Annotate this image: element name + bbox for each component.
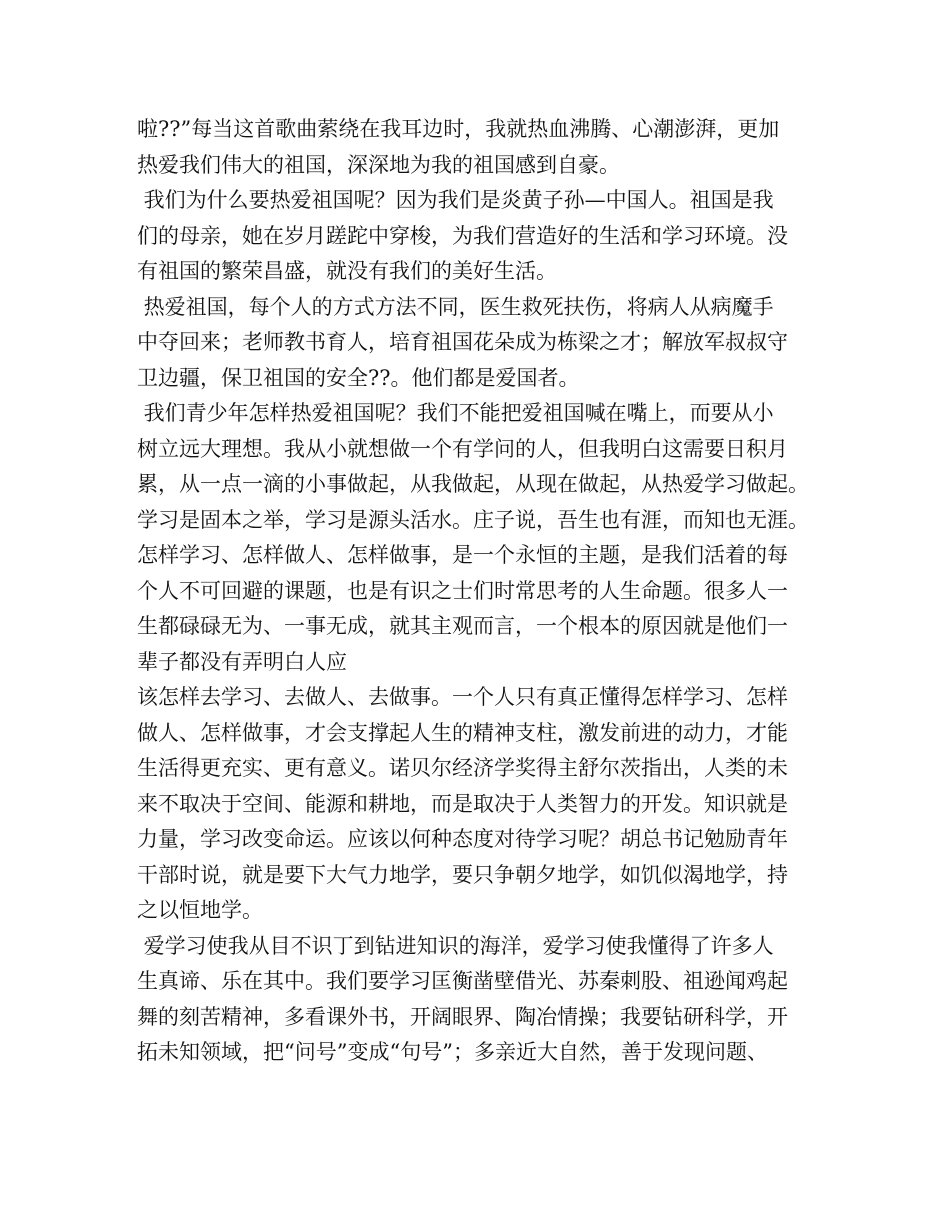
text-line: 之以恒地学。 — [137, 898, 263, 922]
text-line: 怎样学习、怎样做人、怎样做事，是一个永恒的主题，是我们活着的每 — [137, 543, 788, 567]
text-line: 我们青少年怎样热爱祖国呢？我们不能把爱祖国喊在嘴上，而要从小 — [137, 401, 774, 425]
essay-body — [137, 112, 827, 1071]
text-line: 生活得更充实、更有意义。诺贝尔经济学奖得主舒尔茨指出，人类的未 — [137, 756, 788, 780]
text-line: 辈子都没有弄明白人应 — [137, 649, 347, 674]
text-line: 有祖国的繁荣昌盛，就没有我们的美好生活。 — [137, 259, 557, 283]
text-line: 爱学习使我从目不识丁到钻进知识的海洋，爱学习使我懂得了许多人 — [137, 933, 774, 958]
text-line: 卫边疆，保卫祖国的安全??。他们都是爱国者。 — [137, 365, 580, 390]
text-line: 生都碌碌无为、一事无成，就其主观而言，一个根本的原因就是他们一 — [137, 614, 788, 638]
text-line: 个人不可回避的课题，也是有识之士们时常思考的人生命题。很多人一 — [137, 578, 788, 603]
text-line: 来不取决于空间、能源和耕地，而是取决于人类智力的开发。知识就是 — [137, 791, 788, 816]
text-line: 树立远大理想。我从小就想做一个有学问的人，但我明白这需要日积月 — [137, 436, 788, 461]
text-line: 拓未知领域，把“问号”变成“句号”；多亲近大自然，善于发现问题、 — [137, 1040, 768, 1064]
text-line: 热爱祖国，每个人的方式方法不同，医生救死扶伤，将病人从病魔手 — [137, 294, 774, 319]
text-line: 做人、怎样做事，才会支撑起人生的精神支柱，激发前进的动力，才能 — [137, 720, 788, 745]
text-line: 啦??”每当这首歌曲萦绕在我耳边时，我就热血沸腾、心潮澎湃，更加 — [137, 117, 780, 141]
text-line: 干部时说，就是要下大气力地学，要只争朝夕地学，如饥似渴地学，持 — [137, 862, 788, 887]
text-line: 累，从一点一滴的小事做起，从我做起，从现在做起，从热爱学习做起。 — [137, 472, 809, 496]
text-line: 我们为什么要热爱祖国呢？因为我们是炎黄子孙—中国人。祖国是我 — [137, 188, 774, 212]
text-line: 该怎样去学习、去做人、去做事。一个人只有真正懂得怎样学习、怎样 — [137, 685, 788, 709]
text-line: 学习是固本之举，学习是源头活水。庄子说，吾生也有涯，而知也无涯。 — [137, 507, 809, 532]
text-line: 舞的刻苦精神，多看课外书，开阔眼界、陶冶情操；我要钻研科学，开 — [137, 1004, 788, 1029]
text-line: 力量，学习改变命运。应该以何种态度对待学习呢？胡总书记勉励青年 — [137, 827, 788, 851]
text-line: 中夺回来；老师教书育人，培育祖国花朵成为栋梁之才；解放军叔叔守 — [137, 330, 788, 354]
text-line: 们的母亲，她在岁月蹉跎中穿梭，为我们营造好的生活和学习环境。没 — [137, 223, 788, 248]
text-line: 生真谛、乐在其中。我们要学习匡衡凿壁借光、苏秦刺股、祖逊闻鸡起 — [137, 969, 788, 993]
text-line: 热爱我们伟大的祖国，深深地为我的祖国感到自豪。 — [137, 152, 620, 177]
